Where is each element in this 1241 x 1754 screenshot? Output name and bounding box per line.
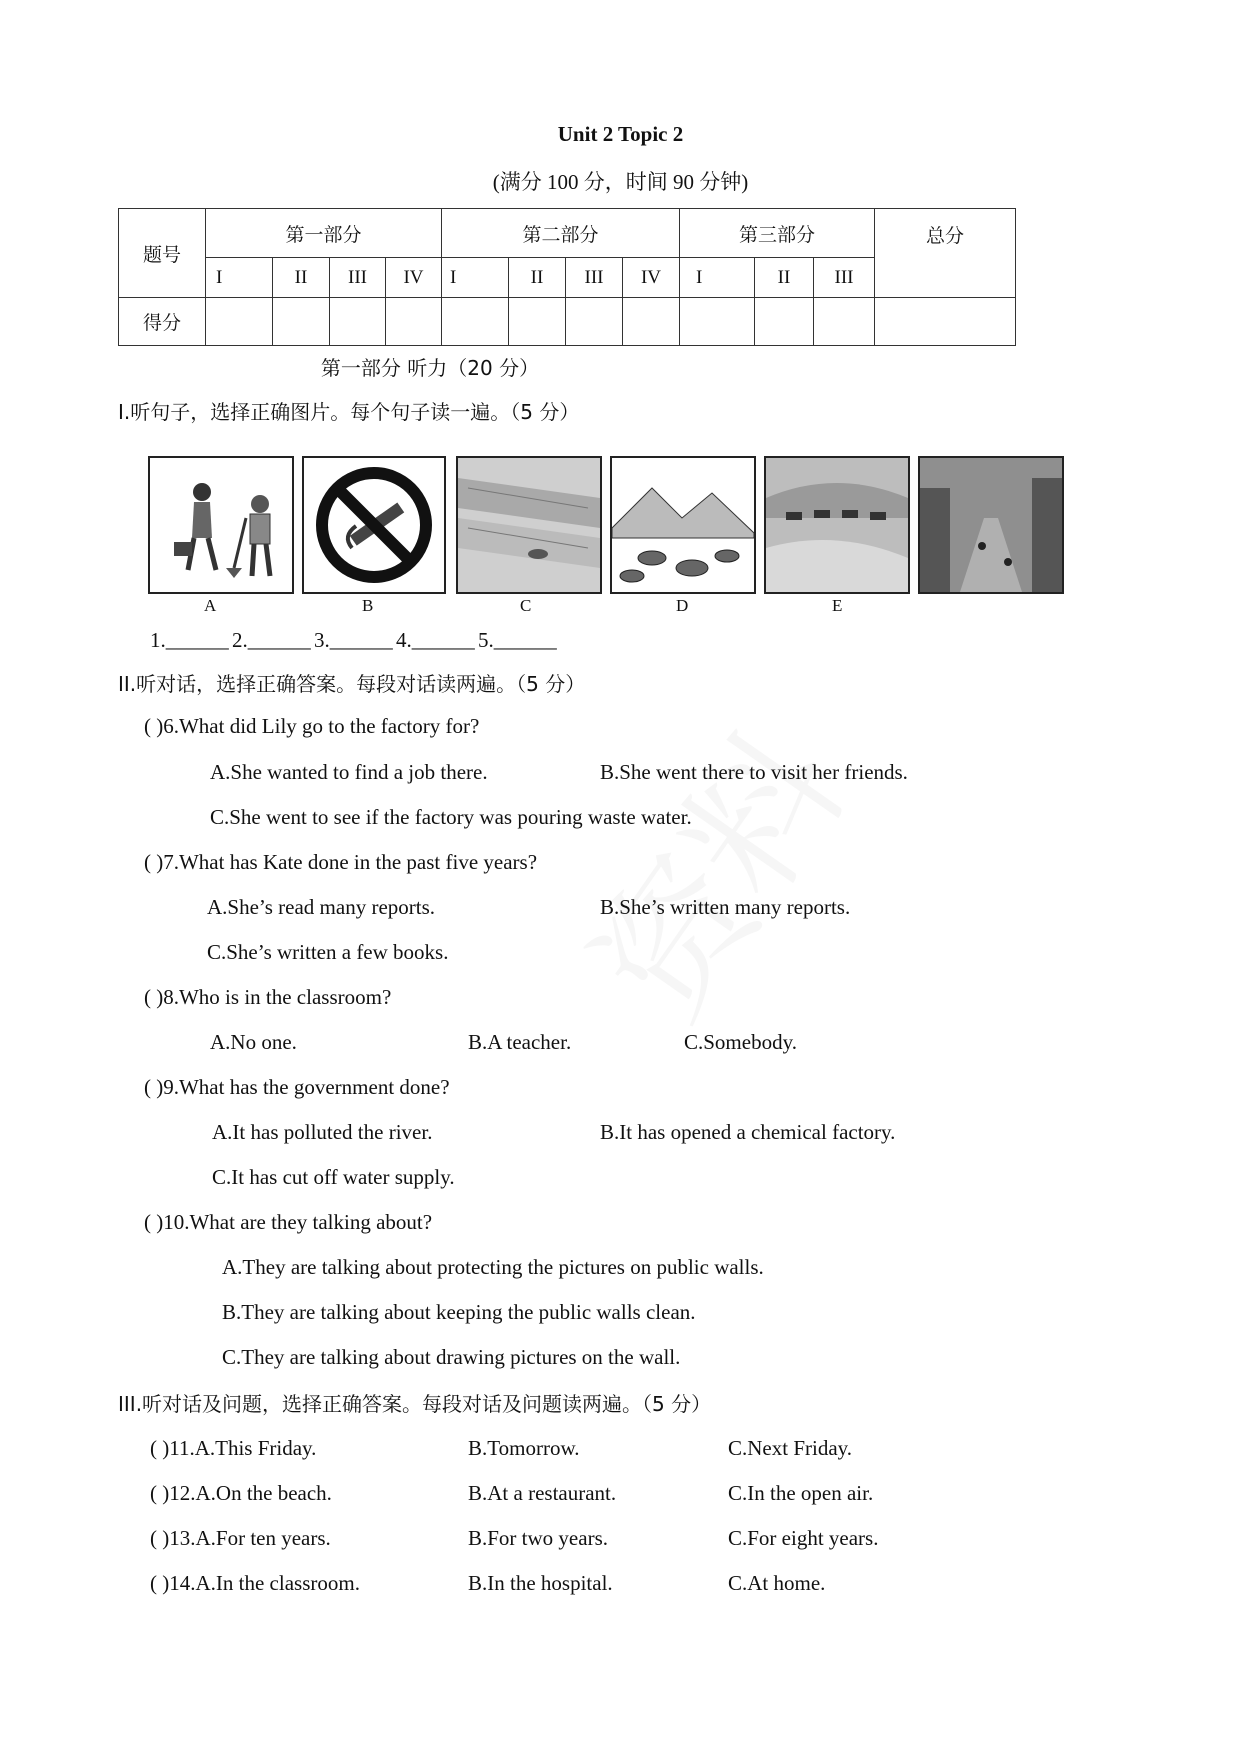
no-smoking-icon xyxy=(304,458,444,592)
option-10a: A.They are talking about protecting the pictures on public walls. xyxy=(222,1255,764,1279)
page-title: Unit 2 Topic 2 xyxy=(557,122,684,146)
option-8a: A.No one. xyxy=(210,1030,297,1054)
total-score-cell[interactable] xyxy=(875,298,1016,346)
picture-d xyxy=(610,456,756,594)
picture-a xyxy=(148,456,294,594)
picture-label: C xyxy=(520,596,532,615)
question-7: ( )7.What has Kate done in the past five years? xyxy=(144,850,538,874)
picture-c xyxy=(456,456,602,594)
question-12: ( )12.A.On the beach. xyxy=(150,1481,332,1505)
option-13c: C.For eight years. xyxy=(728,1526,879,1550)
deforestation-illustration xyxy=(612,458,754,592)
option-10b: B.They are talking about keeping the public walls clean. xyxy=(222,1300,696,1324)
cleaning-people-illustration xyxy=(150,458,292,592)
score-cell[interactable] xyxy=(273,298,330,346)
picture-f xyxy=(918,456,1064,594)
option-7c: C.She’s written a few books. xyxy=(207,940,449,964)
answer-blank[interactable]: 3.______ xyxy=(314,628,393,652)
sub-part: III xyxy=(330,258,386,298)
polluted-river-illustration xyxy=(458,458,600,592)
score-cell[interactable] xyxy=(814,298,875,346)
option-9c: C.It has cut off water supply. xyxy=(212,1165,455,1189)
option-12b: B.At a restaurant. xyxy=(468,1481,617,1505)
hazy-city-street-illustration xyxy=(920,458,1062,592)
score-cell[interactable] xyxy=(442,298,509,346)
watermark xyxy=(535,683,884,1053)
picture-label: D xyxy=(676,596,689,615)
picture-label: E xyxy=(832,596,843,615)
answer-blank[interactable]: 5.______ xyxy=(478,628,557,652)
option-10c: C.They are talking about drawing pictures on the wall. xyxy=(222,1345,681,1369)
option-6b: B.She went there to visit her friends. xyxy=(600,760,908,784)
sub-part: III xyxy=(566,258,623,298)
sub-part: I xyxy=(442,258,509,298)
question-13: ( )13.A.For ten years. xyxy=(150,1526,331,1550)
section3-heading: III.听对话及问题，选择正确答案。每段对话及问题读两遍。（5 分） xyxy=(118,1392,712,1416)
sub-part: III xyxy=(814,258,875,298)
option-7a: A.She’s read many reports. xyxy=(207,895,436,919)
section2-heading: II.听对话，选择正确答案。每段对话读两遍。（5 分） xyxy=(118,672,586,696)
score-table xyxy=(118,208,1016,346)
question-9: ( )9.What has the government done? xyxy=(144,1075,450,1099)
part-header-3: 第三部分 xyxy=(680,209,875,258)
answer-blank[interactable]: 4.______ xyxy=(396,628,475,652)
score-cell[interactable] xyxy=(509,298,566,346)
option-7b: B.She’s written many reports. xyxy=(600,895,851,919)
picture-b xyxy=(302,456,446,594)
option-12c: C.In the open air. xyxy=(728,1481,874,1505)
question-14: ( )14.A.In the classroom. xyxy=(150,1571,360,1595)
option-6a: A.She wanted to find a job there. xyxy=(210,760,488,784)
part-header-2: 第二部分 xyxy=(442,209,680,258)
sub-part: I xyxy=(680,258,755,298)
option-8b: B.A teacher. xyxy=(468,1030,572,1054)
picture-e xyxy=(764,456,910,594)
question-8: ( )8.Who is in the classroom? xyxy=(144,985,392,1009)
row-header: 题号 xyxy=(119,209,206,298)
section1-heading: I.听句子，选择正确图片。每个句子读一遍。（5 分） xyxy=(118,400,580,424)
option-14c: C.At home. xyxy=(728,1571,826,1595)
sub-part: IV xyxy=(623,258,680,298)
score-cell[interactable] xyxy=(206,298,273,346)
question-10: ( )10.What are they talking about? xyxy=(144,1210,433,1234)
option-6c: C.She went to see if the factory was pouring waste water. xyxy=(210,805,692,829)
sub-part: II xyxy=(755,258,814,298)
question-11: ( )11.A.This Friday. xyxy=(150,1436,317,1460)
option-9a: A.It has polluted the river. xyxy=(212,1120,433,1144)
page-subtitle: (满分 100 分，时间 90 分钟) xyxy=(492,170,749,194)
question-6: ( )6.What did Lily go to the factory for? xyxy=(144,714,480,738)
sub-part: I xyxy=(206,258,273,298)
score-cell[interactable] xyxy=(755,298,814,346)
desert-camels-illustration xyxy=(766,458,908,592)
answer-blank[interactable]: 1.______ xyxy=(150,628,229,652)
total-header: 总分 xyxy=(875,209,1016,298)
sub-part: II xyxy=(273,258,330,298)
option-8c: C.Somebody. xyxy=(684,1030,797,1054)
sub-part: IV xyxy=(386,258,442,298)
score-cell[interactable] xyxy=(330,298,386,346)
picture-label: A xyxy=(204,596,217,615)
option-14b: B.In the hospital. xyxy=(468,1571,613,1595)
score-cell[interactable] xyxy=(566,298,623,346)
option-11c: C.Next Friday. xyxy=(728,1436,853,1460)
option-9b: B.It has opened a chemical factory. xyxy=(600,1120,896,1144)
option-11b: B.Tomorrow. xyxy=(468,1436,580,1460)
score-cell[interactable] xyxy=(680,298,755,346)
answer-blank[interactable]: 2.______ xyxy=(232,628,311,652)
option-13b: B.For two years. xyxy=(468,1526,608,1550)
score-cell[interactable] xyxy=(386,298,442,346)
part1-heading: 第一部分 听力（20 分） xyxy=(320,356,540,380)
score-cell[interactable] xyxy=(623,298,680,346)
picture-label: B xyxy=(362,596,374,615)
sub-part: II xyxy=(509,258,566,298)
score-label: 得分 xyxy=(119,298,206,346)
part-header-1: 第一部分 xyxy=(206,209,442,258)
